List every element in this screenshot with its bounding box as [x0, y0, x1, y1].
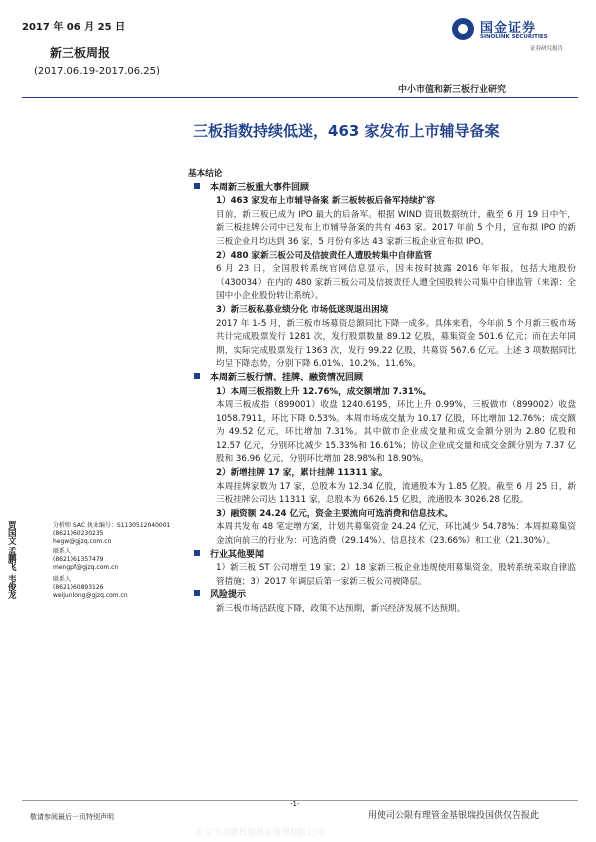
item-subhead: 1）463 家发布上市辅导备案 新三板转板后备军持续扩容	[216, 196, 435, 207]
square-bullet-icon	[194, 373, 200, 379]
report-category: 中小市值和新三板行业研究	[398, 85, 507, 95]
analyst-info	[53, 522, 193, 546]
header-divider	[22, 97, 578, 98]
analyst-phone: (8621)61357479	[53, 556, 104, 563]
item-text: 2017 年 1-5 月，新三板市场募资总额同比下降一成多。具体来看，今年前 5 个月新三板市场共计完成股票发行 1281 次，发行股票数量 89.12 亿股，募集资金 501.6 亿元；而在去年同期，实际完成股票发行 1363 次，发行 99.22 亿股，共募资 567.6 亿元。上述 3 项数据同比均呈下降态势，分别下降 6.01%、10.2%、11.6%。	[216, 318, 576, 370]
item-subhead: 2）新增挂牌 17 家，累计挂牌 11311 家。	[216, 468, 388, 479]
section-heading: 风险提示	[188, 589, 576, 603]
section-heading: 行业其他要闻	[188, 549, 576, 563]
square-bullet-icon	[194, 183, 200, 189]
analyst-name: 韦俊龙	[8, 575, 17, 601]
page-number: -1-	[290, 800, 300, 808]
item-text: 新三板市场活跃度下降，政策不达预期，新兴经济发展不达预期。	[216, 604, 466, 614]
report-period: (2017.06.19-2017.06.25)	[34, 66, 160, 77]
item-text: 目前，新三板已成为 IPO 最大的后备军。根据 WIND 资讯数据统计，截至 6 月 19 日中午，新三板挂牌公司中已发布上市辅导备案的共有 463 家。2017 年前 5 个月，宣布拟 IPO 的新三板企业月均达到 36 家，5 月份有多达 43 家新三板企业宣布拟 IPO。	[216, 209, 576, 247]
item-subhead: 1）本周三板指数上升 12.76%，成交额增加 7.31%。	[216, 386, 432, 397]
analyst-phone: (8621)60230235	[53, 530, 104, 537]
logo-mark-icon	[452, 18, 474, 40]
footer-usage-note: 用使司公限有理管金基银瑞投国供仅告报此	[368, 811, 540, 821]
item-text: 本周三板成指（899001）收盘 1240.6195，环比上升 0.99%，三板做市（899002）收盘 1058.7911，环比下降 0.53%。本周市场成交量为 10.17 亿股，环比增加 12.76%；成交额为 49.52 亿元，环比增加 7.31%。其中做市企业成交量和成交金额分别为 2.80 亿股和 12.57 亿元，分别环比减少 15.33%和 16.61%；协议企业成交量和成交金额分别为 7.37 亿股和 36.96 亿元，分别环比增加 28.98%和 18.90%。	[216, 400, 576, 465]
item-text: 本周挂牌家数为 17 家，总股本为 12.34 亿股，流通股本为 1.85 亿股。截至 6 月 25 日，新三板挂牌公司达 11311 家，总股本为 6626.15 亿股，流通股本 3026.28 亿股。	[216, 481, 576, 506]
item-text: 1）新三板 ST 公司增至 19 家；2）18 家新三板企业违规使用募集资金，股转系统采取自律监管措施；3）2017 年调层后第一家新三板公司被降层。	[216, 563, 576, 587]
item-subhead: 2）480 家新三板公司及信披责任人遭股转集中自律监管	[216, 250, 432, 261]
basic-conclusion-label: 基本结论	[188, 169, 223, 179]
analyst-phone: (8621)60893126	[53, 584, 104, 591]
item-text: 本周共发布 48 笔定增方案，计划共募集资金 24.24 亿元，环比减少 54.78%：本周拟募集资金流向前三的行业为：可选消费（29.14%）、信息技术（23.66%）和工业（21.30%）。	[216, 522, 576, 547]
report-body	[188, 168, 576, 617]
item-text: 6 月 23 日，全国股转系统官网信息显示，因未按时披露 2016 年年报，包括大地股份（430034）在内的 480 家新三板公司及信披责任人遭全国股转公司集中自律监管（来源：全国中小企业股份转让系统）。	[216, 264, 576, 302]
footer-watermark: 北京市金融投资基金管理有限公司	[196, 828, 324, 838]
section-heading: 本周新三板重大事件回顾	[188, 182, 576, 196]
analyst-name: 孟鹏飞	[8, 547, 17, 573]
footer-disclaimer-link[interactable]: 敬请参阅最后一页特别声明	[30, 813, 114, 821]
analyst-email[interactable]: hegw@gjzq.com.cn	[53, 538, 112, 545]
item-subhead: 3）新三板私募业绩分化 市场低迷现退出困境	[216, 304, 389, 315]
square-bullet-icon	[194, 590, 200, 596]
company-logo	[452, 16, 582, 56]
item-subhead: 3）融资额 24.24 亿元，资金主要流向可选消费和信息技术。	[216, 508, 453, 519]
analyst-role: 联系人	[53, 548, 72, 555]
section-heading: 本周新三板行情、挂牌、融资情况回顾	[188, 372, 576, 386]
square-bullet-icon	[194, 550, 200, 556]
analyst-email[interactable]: weijunlong@gjzq.com.cn	[53, 592, 128, 599]
footer-divider	[22, 800, 578, 801]
report-name: 新三板周报	[50, 46, 111, 60]
report-date: 2017 年 06 月 25 日	[22, 22, 126, 33]
analyst-email[interactable]: mengpf@gjzq.com.cn	[53, 564, 119, 571]
logo-subtitle: 证券研究报告	[530, 46, 564, 52]
analyst-role: 联系人	[53, 576, 72, 583]
analyst-info	[53, 548, 193, 572]
analyst-info	[53, 576, 193, 600]
main-title: 三板指数持续低迷，463 家发布上市辅导备案	[193, 122, 500, 140]
logo-name-cn: 国金证券	[480, 21, 537, 36]
analyst-name: 贾国文	[8, 521, 17, 547]
analyst-role: 分析师 SAC 执业编号：S1130512040001	[53, 522, 171, 529]
logo-name-en: SINOLINK SECURITIES	[480, 34, 548, 40]
